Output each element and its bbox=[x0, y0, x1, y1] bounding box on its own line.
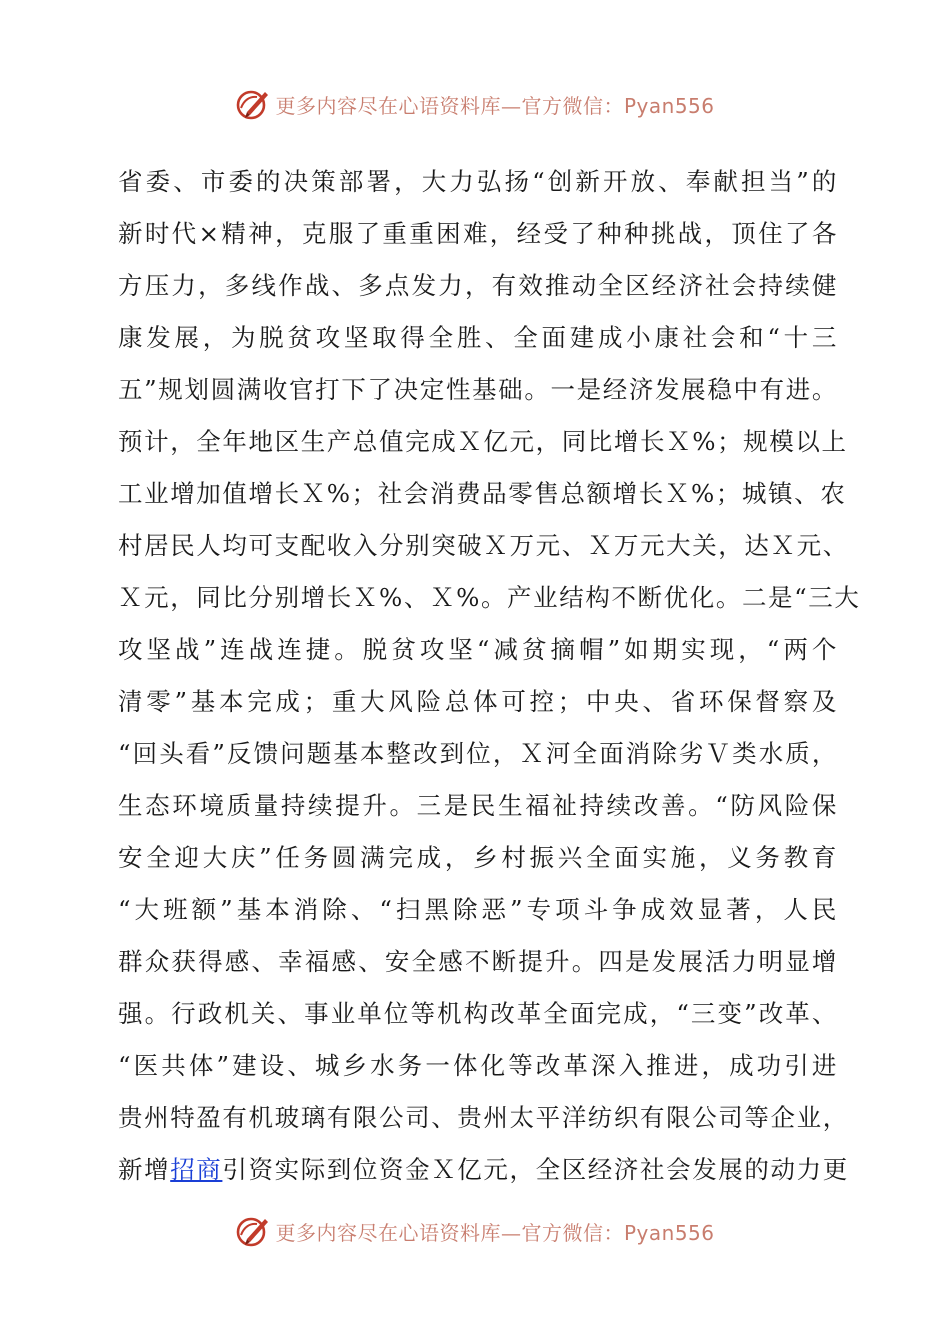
text-line: 新时代×精神，克服了重重困难，经受了种种挑战，顶住了各 bbox=[118, 219, 838, 248]
text-line: 安全迎大庆”任务圆满完成，乡村振兴全面实施，义务教育 bbox=[118, 843, 838, 872]
zhaoshang-link[interactable]: 招商 bbox=[170, 1155, 223, 1184]
text-line: 贵州特盈有机玻璃有限公司、贵州太平洋纺织有限公司等企业， bbox=[118, 1103, 849, 1132]
text-line: 群众获得感、幸福感、安全感不断提升。四是发展活力明显增 bbox=[118, 947, 838, 976]
text-line: 村居民人均可支配收入分别突破Ｘ万元、Ｘ万元大关，达Ｘ元、 bbox=[118, 531, 849, 560]
text-line: “大班额”基本消除、“扫黑除恶”专项斗争成效显著，人民 bbox=[118, 895, 838, 924]
pen-logo-icon bbox=[235, 1213, 271, 1249]
text-line: “回头看”反馈问题基本整改到位，Ｘ河全面消除劣Ｖ类水质， bbox=[118, 739, 838, 768]
text-line: 攻坚战”连战连捷。脱贫攻坚“减贫摘帽”如期实现，“两个 bbox=[118, 635, 838, 664]
text-line: 省委、市委的决策部署，大力弘扬“创新开放、奉献担当”的 bbox=[118, 167, 838, 196]
text-line: 方压力，多线作战、多点发力，有效推动全区经济社会持续健 bbox=[118, 271, 838, 300]
text-segment: 新增 bbox=[118, 1155, 171, 1184]
pen-logo-icon bbox=[235, 86, 271, 122]
text-line: “医共体”建设、城乡水务一体化等改革深入推进，成功引进 bbox=[118, 1051, 838, 1080]
banner-text: 更多内容尽在心语资料库—官方微信：Pyan556 bbox=[275, 1220, 715, 1245]
text-line: 清零”基本完成；重大风险总体可控；中央、省环保督察及 bbox=[118, 687, 838, 716]
document-body bbox=[118, 156, 861, 1196]
text-line: 五”规划圆满收官打下了决定性基础。一是经济发展稳中有进。 bbox=[118, 375, 838, 404]
text-line: Ｘ元，同比分别增长Ｘ%、Ｘ%。产业结构不断优化。二是“三大 bbox=[118, 583, 861, 612]
header-banner bbox=[0, 80, 950, 128]
text-line: 预计，全年地区生产总值完成Ｘ亿元，同比增长Ｘ%；规模以上 bbox=[118, 427, 848, 456]
footer-banner bbox=[0, 1207, 950, 1255]
text-line: 生态环境质量持续提升。三是民生福祉持续改善。“防风险保 bbox=[118, 791, 838, 820]
text-line-last bbox=[118, 1144, 849, 1196]
text-line: 强。行政机关、事业单位等机构改革全面完成，“三变”改革、 bbox=[118, 999, 838, 1028]
banner-text: 更多内容尽在心语资料库—官方微信：Pyan556 bbox=[275, 93, 715, 118]
text-segment: 引资实际到位资金Ｘ亿元，全区经济社会发展的动力更 bbox=[222, 1155, 849, 1184]
text-line: 康发展，为脱贫攻坚取得全胜、全面建成小康社会和“十三 bbox=[118, 323, 838, 352]
text-line: 工业增加值增长Ｘ%；社会消费品零售总额增长Ｘ%；城镇、农 bbox=[118, 479, 847, 508]
